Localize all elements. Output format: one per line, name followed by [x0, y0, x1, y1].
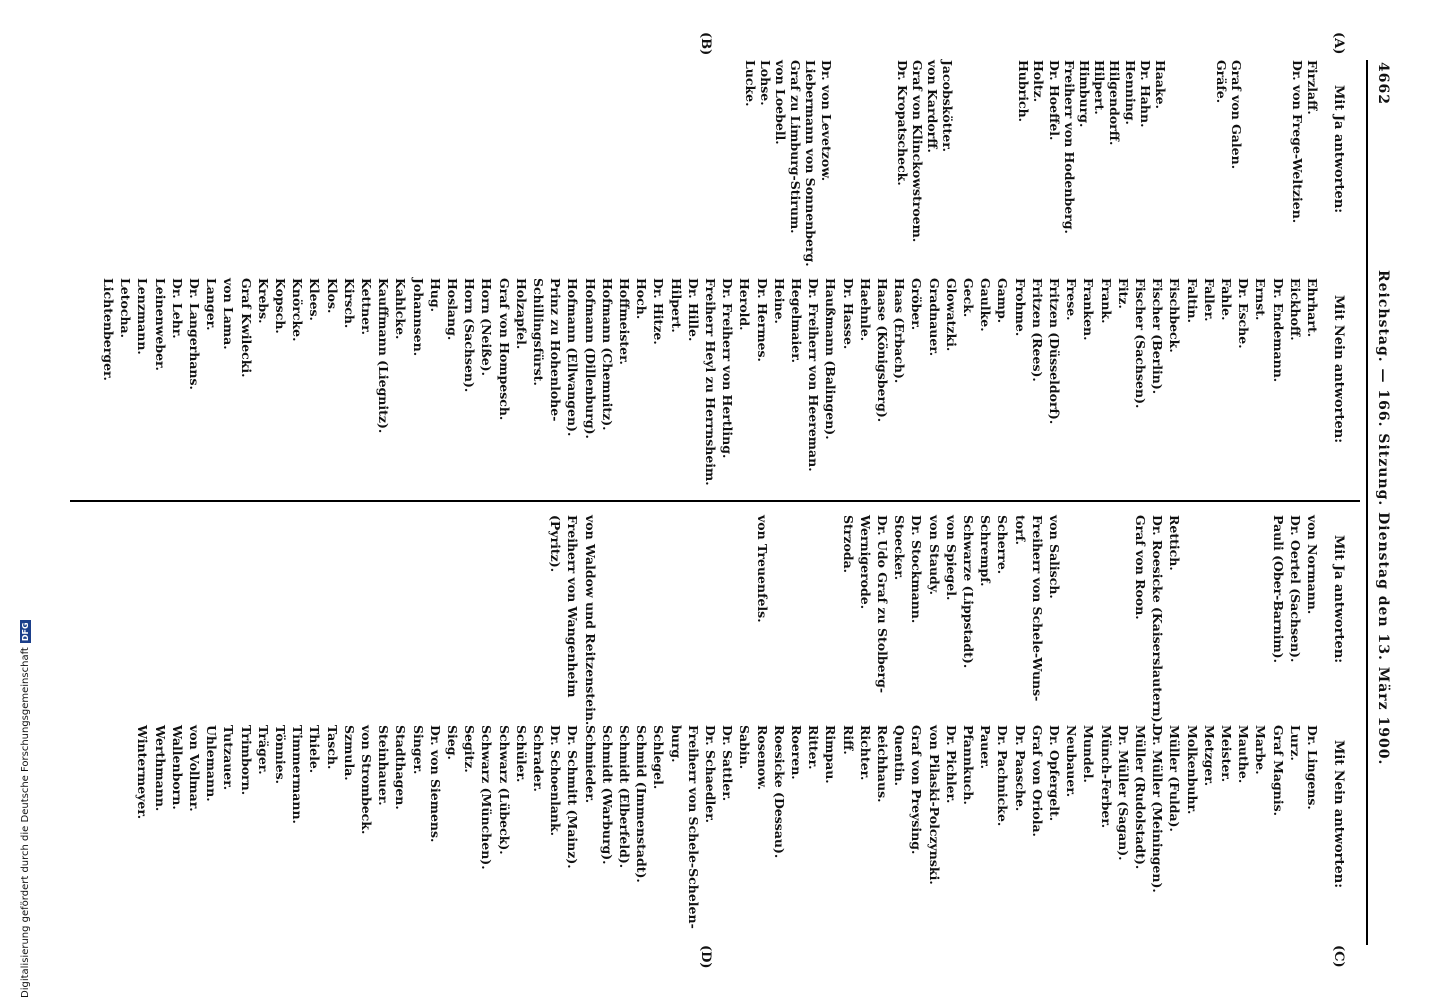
- col4-name-entry: Roesicke (Dessau).: [771, 725, 787, 859]
- col1-name-entry: Dr. Kropatscheck.: [894, 60, 910, 186]
- col4-name-entry: Müller (Rudolstadt).: [1133, 725, 1148, 870]
- col3-name-entry: torf.: [1012, 515, 1028, 545]
- col2-name-entry: Fitz.: [1115, 278, 1131, 309]
- col3-name-entry: Schrempf.: [978, 515, 994, 587]
- col4-name-entry: Reichhaus.: [875, 725, 890, 803]
- col2-name-entry: Kahlcke.: [393, 278, 409, 340]
- col4-name-entry: Träger.: [255, 725, 271, 775]
- header-rule: [1366, 60, 1368, 945]
- col4-name-entry: Pfannkuch.: [961, 725, 976, 805]
- col1-name-entry: von Kardorff.: [925, 60, 940, 153]
- col1-name-entry: Liebermann von Sonnenberg.: [803, 60, 819, 267]
- col3-name-entry: von Waldow und Reitzenstein.: [582, 515, 598, 726]
- col4-name-entry: Singer.: [410, 725, 426, 775]
- col4-name-entry: Pauer.: [978, 725, 994, 769]
- col4-name-entry: Dr. Schmitt (Mainz).: [565, 725, 581, 869]
- col2-name-entry: Fahle.: [1219, 278, 1234, 321]
- col2-name-entry: Dr. Langerhans.: [187, 278, 202, 390]
- col1-name-entry: Dr. von Frege-Weltzien.: [1289, 60, 1305, 224]
- col4-name-entry: Schmid (Immenstadt).: [634, 725, 650, 883]
- column-divider: [70, 500, 1360, 502]
- col2-name-entry: Klos.: [324, 278, 340, 314]
- col2-name-entry: Horn (Neiße).: [479, 278, 495, 376]
- col2-name-entry: Gamp.: [995, 278, 1011, 324]
- col4-name-entry: Dr. Sattler.: [720, 725, 736, 802]
- col3-name-entry: von Salisch.: [1047, 515, 1062, 599]
- col1-name-entry: Haake.: [1153, 60, 1168, 109]
- col2-name-entry: Hofmann (Chemnitz).: [599, 278, 615, 431]
- col2-name-entry: Lenzmann.: [135, 278, 151, 355]
- col1-name-entry: Jacobskötter.: [940, 60, 956, 153]
- col4-name-entry: Dr. Pachnicke.: [995, 725, 1011, 827]
- col2-name-entry: Holzapfel.: [513, 278, 529, 350]
- col2-name-entry: von Lama.: [221, 278, 237, 350]
- col4-name-entry: Tutzauer.: [221, 725, 237, 791]
- col4-name-entry: Neubauer.: [1064, 725, 1080, 798]
- col1-name-entry: Hubrich.: [1016, 60, 1032, 123]
- col2-name-entry: Kopsch.: [273, 278, 288, 334]
- col2-name-entry: Gradnauer.: [926, 278, 942, 357]
- col3-name-entry: Dr. Udo Graf zu Stolberg-: [875, 515, 890, 694]
- col4-name-entry: Molkenbuhr.: [1184, 725, 1200, 815]
- marker-b: (B): [698, 32, 713, 56]
- col2-name-entry: Eickhoff.: [1287, 278, 1303, 341]
- col3-name-entry: Schwarze (Lippstadt).: [961, 515, 976, 669]
- col4-name-entry: Mauthe.: [1236, 725, 1252, 784]
- col4-name-entry: Tönnies.: [273, 725, 288, 784]
- col4-name-entry: Graf Magnis.: [1270, 725, 1286, 816]
- col2-name-entry: Knörcke.: [290, 278, 306, 342]
- col2-name-entry: Haußmann (Balingen).: [823, 278, 839, 440]
- col4-name-entry: Lurz.: [1287, 725, 1303, 761]
- col2-name-entry: Krebs.: [255, 278, 271, 324]
- col2-name-entry: Fischer (Sachsen).: [1133, 278, 1148, 409]
- col4-name-entry: Dr. Pichler.: [943, 725, 959, 804]
- col2-name-entry: Herold.: [737, 278, 753, 331]
- col4-name-entry: Roeren.: [789, 725, 804, 780]
- col1-name-entry: Graf von Galen.: [1229, 60, 1244, 170]
- col4-name-entry: Müller (Fulda).: [1167, 725, 1183, 832]
- col4-name-entry: Steinhauer.: [376, 725, 392, 806]
- col3-name-entry: von Treuenfels.: [754, 515, 770, 623]
- col2-name-entry: Haase (Königsberg).: [875, 278, 890, 423]
- col4-name-entry: von Strombeck.: [359, 725, 374, 835]
- col1-name-entry: Dr. von Levetzow.: [818, 60, 834, 182]
- col2-name-entry: Fischbeck.: [1167, 278, 1183, 353]
- col2-name-entry: Dr. Hasse.: [840, 278, 856, 350]
- col2-name-entry: Fischer (Berlin).: [1150, 278, 1166, 395]
- col4-name-entry: Segitz.: [462, 725, 478, 773]
- col4-name-entry: Dr. Lingens.: [1305, 725, 1320, 810]
- col4-name-entry: Graf von Oriola.: [1029, 725, 1045, 837]
- col2-name-entry: Faltin.: [1184, 278, 1200, 324]
- col1-name-entry: Lucke.: [742, 60, 758, 107]
- col2-name-entry: Gaulke.: [978, 278, 994, 332]
- col4-name-entry: von Pilaski-Polczynski.: [926, 725, 942, 885]
- col4-name-entry: Schüler.: [513, 725, 529, 783]
- col4-name-entry: Schmieder.: [582, 725, 598, 804]
- col3-name-entry: Scherre.: [995, 515, 1011, 575]
- col4-name-entry: Riff.: [840, 725, 856, 755]
- col2-name-entry: Dr. Freiherr von Hertling.: [720, 278, 736, 459]
- col3-name-entry: Dr. Roesicke (Kaiserslautern).: [1150, 515, 1166, 727]
- col2-name-entry: Dr. Hermes.: [754, 278, 770, 362]
- col1-name-entry: von Loebell.: [773, 60, 788, 145]
- col1-heading: Mit Ja antworten:: [1331, 85, 1346, 214]
- col4-name-entry: Sabin.: [737, 725, 753, 770]
- col2-name-entry: Ernst.: [1253, 278, 1269, 321]
- col4-name-entry: von Vollmar.: [187, 725, 202, 812]
- col3-name-entry: Freiherr von Wangenheim: [565, 515, 581, 698]
- col4-name-entry: Trimborn.: [238, 725, 254, 796]
- col1-name-entry: Gräfe.: [1213, 60, 1229, 104]
- col3-name-entry: Stoecker.: [892, 515, 908, 581]
- col2-name-entry: Horn (Sachsen).: [462, 278, 478, 393]
- col3-name-entry: Rettich.: [1167, 515, 1183, 571]
- col1-name-entry: Graf von Klinckowstroem.: [909, 60, 925, 243]
- col2-name-entry: Prinz zu Hohenlohe-: [548, 278, 564, 422]
- col2-name-entry: Hoffmeister.: [617, 278, 632, 365]
- col4-name-entry: Szmula.: [341, 725, 357, 781]
- col1-name-entry: Hilgendorff.: [1107, 60, 1123, 146]
- col2-name-entry: Schillingsfürst.: [531, 278, 546, 386]
- col4-name-entry: Schwarz (Lübeck).: [496, 725, 512, 855]
- col1-name-entry: Himburg.: [1077, 60, 1092, 128]
- col2-name-entry: Hofmann (Ellwangen).: [565, 278, 581, 437]
- col4-name-entry: Timmermann.: [290, 725, 306, 824]
- col4-name-entry: Werthmann.: [152, 725, 168, 812]
- col4-name-entry: Schwarz (München).: [479, 725, 495, 870]
- col4-name-entry: Metzger.: [1201, 725, 1217, 787]
- col1-name-entry: Dr. Hoeffel.: [1046, 60, 1062, 141]
- col2-name-entry: Graf Kwilecki.: [238, 278, 254, 378]
- col4-name-entry: Schrader.: [531, 725, 546, 792]
- marker-a: (A): [1331, 32, 1346, 55]
- col4-name-entry: Dr. Schaedler.: [703, 725, 718, 823]
- col2-name-entry: Ehrhart.: [1305, 278, 1320, 338]
- col4-name-entry: Tasch.: [324, 725, 340, 770]
- col2-name-entry: Hegelmaier.: [789, 278, 804, 364]
- col4-name-entry: Rimpau.: [823, 725, 839, 784]
- col4-name-entry: Wallenborn.: [169, 725, 185, 810]
- col4-name-entry: Sieg.: [445, 725, 460, 760]
- col4-name-entry: Dr. Schoenlank.: [548, 725, 564, 837]
- col2-name-entry: Dr. Esche.: [1236, 278, 1252, 349]
- col2-name-entry: Freiherr Heyl zu Herrnsheim.: [703, 278, 718, 486]
- col2-name-entry: Fritzen (Düsseldorf).: [1047, 278, 1062, 425]
- col4-name-entry: Uhlemann.: [204, 725, 220, 802]
- col4-name-entry: Dr. Opfergelt.: [1047, 725, 1062, 822]
- col4-name-entry: Stadthagen.: [393, 725, 409, 810]
- col3-name-entry: Wernigerode.: [857, 515, 873, 610]
- col2-name-entry: Frese.: [1064, 278, 1080, 321]
- col4-name-entry: Münch-Ferber.: [1098, 725, 1114, 829]
- col4-heading: Mit Nein antworten:: [1331, 740, 1346, 889]
- col1-name-entry: Hilpert.: [1092, 60, 1108, 115]
- dfg-logo: DFG: [21, 622, 30, 642]
- col4-name-entry: Ritter.: [806, 725, 822, 770]
- col2-name-entry: Geck.: [961, 278, 976, 318]
- col2-name-entry: Faller.: [1201, 278, 1217, 322]
- col3-heading: Mit Ja antworten:: [1331, 535, 1346, 664]
- col4-name-entry: Freiherr von Schele-Schelen-: [685, 725, 701, 929]
- col4-name-entry: burg.: [668, 725, 684, 763]
- col1-name-entry: Holtz.: [1031, 60, 1047, 103]
- col3-name-entry: Dr. Stockmann.: [909, 515, 925, 624]
- col2-name-entry: Johannsen.: [410, 278, 426, 357]
- col4-name-entry: Thiele.: [307, 725, 323, 774]
- footer-credit: [20, 620, 31, 998]
- page-title: Reichstag. — 166. Sitzung. Dienstag den 13. März 1900.: [1375, 270, 1391, 766]
- col4-name-entry: Schmidt (Elberfeld).: [617, 725, 632, 869]
- col4-name-entry: Dr. von Siemens.: [427, 725, 443, 843]
- col3-name-entry: Graf von Roon.: [1133, 515, 1148, 620]
- col2-name-entry: Kirsch.: [341, 278, 357, 329]
- col4-name-entry: Schmidt (Warburg).: [599, 725, 615, 865]
- marker-d: (D): [698, 945, 713, 969]
- col3-name-entry: Strzoda.: [840, 515, 856, 574]
- col4-name-entry: Graf von Preysing.: [909, 725, 925, 855]
- col1-name-entry: Graf zu Limburg-Stirum.: [788, 60, 804, 234]
- col4-name-entry: Meister.: [1219, 725, 1234, 783]
- col1-name-entry: Freiherr von Hodenberg.: [1061, 60, 1077, 234]
- col2-name-entry: Langer.: [204, 278, 220, 331]
- col3-name-entry: von Staudy.: [926, 515, 942, 595]
- page-number: 4662: [1375, 62, 1391, 105]
- col3-name-entry: Freiherr von Schele-Wuns-: [1029, 515, 1045, 702]
- col4-name-entry: Dr. Paasche.: [1012, 725, 1028, 812]
- col2-heading: Mit Nein antworten:: [1331, 295, 1346, 444]
- col2-name-entry: Dr. Endemann.: [1270, 278, 1286, 383]
- col3-name-entry: von Normann.: [1305, 515, 1320, 615]
- footer-text: Digitalisierung gefördert durch die Deutsche Forschungsgemeinschaft: [20, 647, 31, 998]
- col2-name-entry: Glowatzki.: [943, 278, 959, 352]
- col2-name-entry: Heine.: [771, 278, 787, 324]
- col2-name-entry: Letocha.: [118, 278, 134, 339]
- col3-name-entry: Dr. Oertel (Sachsen).: [1287, 515, 1303, 663]
- col2-name-entry: Haas (Erbach).: [892, 278, 908, 384]
- col2-name-entry: Dr. Lehr.: [169, 278, 185, 339]
- col2-name-entry: Dr. Hille.: [685, 278, 701, 342]
- col2-name-entry: Klees.: [307, 278, 323, 321]
- col4-name-entry: Quentin.: [892, 725, 908, 786]
- col2-name-entry: Fritzen (Rees).: [1029, 278, 1045, 382]
- col4-name-entry: Richter.: [857, 725, 873, 781]
- col4-name-entry: Mundel.: [1081, 725, 1097, 783]
- col2-name-entry: Hoch.: [634, 278, 650, 320]
- col2-name-entry: Haehnle.: [857, 278, 873, 342]
- col4-name-entry: Marbe.: [1253, 725, 1269, 775]
- col2-name-entry: Gröber.: [909, 278, 925, 331]
- col4-name-entry: Schlegel.: [651, 725, 667, 790]
- col3-name-entry: von Spiegel.: [943, 515, 959, 601]
- col2-name-entry: Dr. Freiherr von Heereman.: [806, 278, 822, 472]
- col2-name-entry: Graf von Hompesch.: [496, 278, 512, 421]
- col1-name-entry: Dr. Hahn.: [1137, 60, 1153, 128]
- col1-name-entry: Henning.: [1122, 60, 1138, 125]
- col2-name-entry: Dr. Hitze.: [651, 278, 667, 345]
- col1-name-entry: Lohse.: [757, 60, 773, 106]
- col2-name-entry: Lichtenberger.: [101, 278, 116, 381]
- col2-name-entry: Hug.: [427, 278, 443, 312]
- col2-name-entry: Frank.: [1098, 278, 1114, 324]
- col4-name-entry: Dr. Müller (Sagan).: [1115, 725, 1131, 861]
- col4-name-entry: Rosenow.: [754, 725, 770, 790]
- col2-name-entry: Hilpert.: [668, 278, 684, 333]
- col2-name-entry: Kettner.: [359, 278, 374, 335]
- col1-name-entry: Firzlaff.: [1305, 60, 1320, 115]
- col2-name-entry: Hoslang.: [445, 278, 460, 341]
- col2-name-entry: Hofmann (Dillenburg).: [582, 278, 598, 439]
- col2-name-entry: Frohme.: [1012, 278, 1028, 337]
- marker-c: (C): [1331, 945, 1346, 968]
- col3-name-entry: Pauli (Ober-Barnim).: [1270, 515, 1286, 663]
- col3-name-entry: (Pyritz).: [548, 515, 564, 573]
- col2-name-entry: Leinenweber.: [152, 278, 168, 371]
- col2-name-entry: Franken.: [1081, 278, 1097, 341]
- col4-name-entry: Dr. Müller (Meiningen).: [1150, 725, 1166, 893]
- col2-name-entry: Kauffmann (Liegnitz).: [376, 278, 392, 434]
- col4-name-entry: Wintermeyer.: [135, 725, 151, 820]
